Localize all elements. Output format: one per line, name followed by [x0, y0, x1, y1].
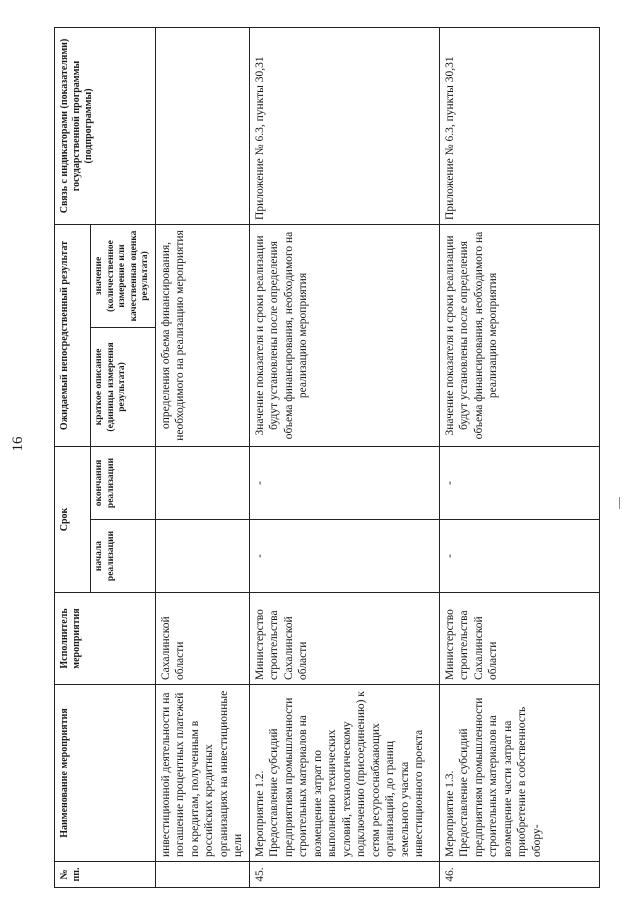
table-row	[439, 27, 599, 887]
row-start	[155, 520, 249, 593]
header-executor: Исполнитель мероприятия	[55, 593, 156, 685]
row-num: 46.	[439, 862, 599, 888]
row-executor: Сахалинской области	[155, 593, 249, 685]
header-term: Срок	[55, 446, 91, 592]
row-num	[155, 862, 249, 888]
header-name: Наименование мероприятия	[55, 685, 156, 862]
row-name: инвестиционной деятельности на погашение процентных платежей по кредитам, полученным в российских кредитных организациях на инвестиционные цели	[155, 685, 249, 862]
row-start: -	[249, 520, 439, 593]
header-row-1	[55, 27, 91, 887]
row-name: Мероприятие 1.2. Предоставление субсидий предприятиям промышленности строительных материалов на возмещение затрат по выполнению технических условий, технологическому подключению (присоединению) к сетям ресурсоснабжающих организаций, до границ земельного участка инвестиционного проекта	[249, 685, 439, 862]
row-link: Приложение № 6.3, пункты 30,31	[249, 27, 439, 224]
row-end: -	[439, 446, 599, 519]
row-executor: Министерство строительства Сахалинской области	[249, 593, 439, 685]
rotated-table-wrapper	[54, 28, 624, 888]
row-end: -	[249, 446, 439, 519]
header-term-end: окончания реализации	[91, 446, 156, 519]
page-number: 16	[10, 436, 26, 452]
header-result-value: значение (количественное измерение или качественная оценка результата)	[91, 224, 156, 327]
row-end	[155, 446, 249, 519]
row-result: Значение показателя и сроки реализации будут установлены после определения объема финансирования, необходимого на реализацию мероприятия	[439, 224, 599, 446]
row-name: Мероприятие 1.3. Предоставление субсидий предприятиям промышленности строительных материалов на возмещение части затрат на приобретение в собственность обору-	[439, 685, 599, 862]
header-num: № пп.	[55, 862, 156, 888]
row-link	[155, 27, 249, 224]
row-num: 45.	[249, 862, 439, 888]
row-link: Приложение № 6.3, пункты 30,31	[439, 27, 599, 224]
measures-table	[54, 27, 600, 888]
table-row	[155, 27, 249, 887]
row-executor: Министерство строительства Сахалинской области	[439, 593, 599, 685]
header-result: Ожидаемый непосредственный результат	[55, 224, 91, 446]
header-result-desc: краткое описание (единицы измерения результата)	[91, 327, 156, 446]
table-row	[249, 27, 439, 887]
row-result: определения объема финансирования, необходимого на реализацию мероприятия	[155, 224, 249, 446]
header-term-start: начала реализации	[91, 520, 156, 593]
row-result: Значение показателя и сроки реализации будут установлены после определения объема финансирования, необходимого на реализацию мероприятия	[249, 224, 439, 446]
row-start: -	[439, 520, 599, 593]
header-link: Связь с индикаторами (показателями) государственной программы (подпрограммы)	[55, 27, 156, 224]
